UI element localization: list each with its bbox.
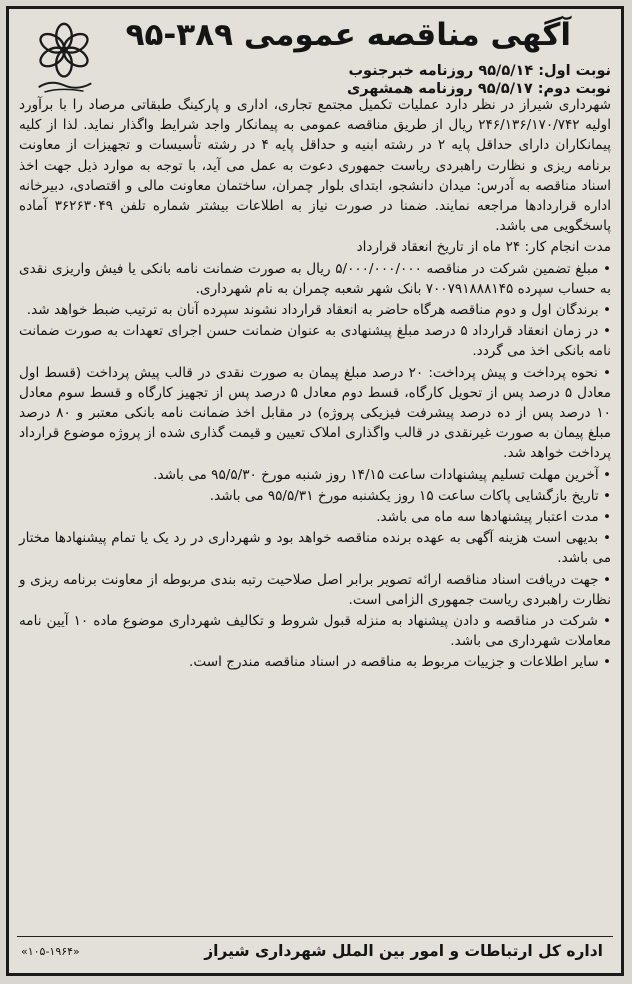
second-publication: نوبت دوم: ۹۵/۵/۱۷ روزنامه همشهری [346,81,611,97]
bullet-item: • شرکت در مناقصه و دادن پیشنهاد به منزله قبول شروط و تکالیف شهرداری موضوع ماده ۱۰ آیین نامه معاملات شهرداری می باشد. [19,611,611,651]
issuer-name: اداره کل ارتباطات و امور بین الملل شهرداری شیراز [204,942,603,960]
bullet-item: • مدت اعتبار پیشنهادها سه ماه می باشد. [19,507,611,527]
bullet-item: • تاریخ بازگشایی پاکات ساعت ۱۵ روز یکشنبه مورخ ۹۵/۵/۳۱ می باشد. [19,486,611,506]
tender-notice [6,6,624,976]
notice-title: آگهی مناقصه عمومی ۳۸۹-۹۵ [125,17,571,53]
intro-paragraph: شهرداری شیراز در نظر دارد عملیات تکمیل مجتمع تجاری، اداری و پارکینگ طبقاتی مرصاد را با برآورد اولیه ۲۴۶/۱۳۶/۱۷۰/۷۴۲ ریال از طریق مناقصه عمومی به پیمانکار واجد شرایط واگذار نماید. لذا از کلیه پیمانکاران دارای حداقل پایه ۲ در رشته ابنیه و حداقل پایه ۴ در رشته تأسیسات و تجهیزات از معاونت برنامه ریزی و نظارت راهبردی ریاست جمهوری دعوت به عمل می آید، با توجه به موارد ذیل جهت اخذ اسناد مناقصه به آدرس: میدان دانشجو، ابتدای بلوار چمران، ساختمان معاونت مالی و اقتصادی، دبیرخانه اداره قراردادها مراجعه نمایند. ضمنا در صورت نیاز به اطلاعات بیشتر شماره تلفن ۳۶۲۶۳۰۴۹ آماده پاسخگویی می باشد. [19,97,612,235]
notice-header [19,15,611,95]
bullet-item: • سایر اطلاعات و جزییات مربوط به مناقصه در اسناد مناقصه مندرج است. [19,652,611,672]
bullet-item: • مبلغ تضمین شرکت در مناقصه ۵/۰۰۰/۰۰۰/۰۰۰ ریال به صورت ضمانت نامه بانکی یا فیش واریزی نقدی به حساب سپرده ۷۰۰۷۹۱۸۸۸۱۴۵ بانک شهر شعبه چمران به نام شهرداری. [19,259,611,299]
first-publication: نوبت اول: ۹۵/۵/۱۴ روزنامه خبرجنوب [348,63,611,79]
bullet-item: • جهت دریافت اسناد مناقصه ارائه تصویر برابر اصل صلاحیت رتبه بندی مربوطه از معاونت برنامه ریزی و نظارت راهبردی ریاست جمهوری الزامی است. [19,570,611,610]
bullet-item: • بدیهی است هزینه آگهی به عهده برنده مناقصه خواهد بود و شهرداری در رد یک یا تمام پیشنهادها مختار می باشد. [19,528,611,568]
notice-code: «۱۰۵-۱۹۶۴» [21,945,80,958]
duration-line: مدت انجام کار: ۲۴ ماه از تاریخ انعقاد قرارداد [356,239,611,256]
bullet-item: • در زمان انعقاد قرارداد ۵ درصد مبلغ پیشنهادی به عنوان ضمانت حسن اجرای تعهدات به صورت ضمانت نامه بانکی اخذ می گردد. [19,321,611,361]
notice-footer [17,936,613,967]
bullet-item: • نحوه پرداخت و پیش پرداخت: ۲۰ درصد مبلغ پیمان به صورت نقدی در قالب پیش پرداخت (قسط اول معادل ۵ درصد پس از تحویل کارگاه، قسط دوم معادل ۵ درصد پس از تجهیز کارگاه و قسط سوم معادل ۱۰ درصد پس از ده درصد پیشرفت فیزیکی پروژه) در مقابل اخذ ضمانت نامه بانکی معتبر و ۸۰ درصد مبلغ پیمان به صورت غیرنقدی در قالب واگذاری املاک تعیین و قیمت گذاری شده از پروژه موضوع قرارداد پرداخت خواهد شد. [19,363,611,464]
notice-body [19,95,611,673]
shiraz-municipality-logo-icon [25,17,103,95]
bullet-item: • برندگان اول و دوم مناقصه هرگاه حاضر به انعقاد قرارداد نشوند سپرده آنان به ترتیب ضبط خواهد شد. [19,300,611,320]
bullet-item: • آخرین مهلت تسلیم پیشنهادات ساعت ۱۴/۱۵ روز شنبه مورخ ۹۵/۵/۳۰ می باشد. [19,465,611,485]
